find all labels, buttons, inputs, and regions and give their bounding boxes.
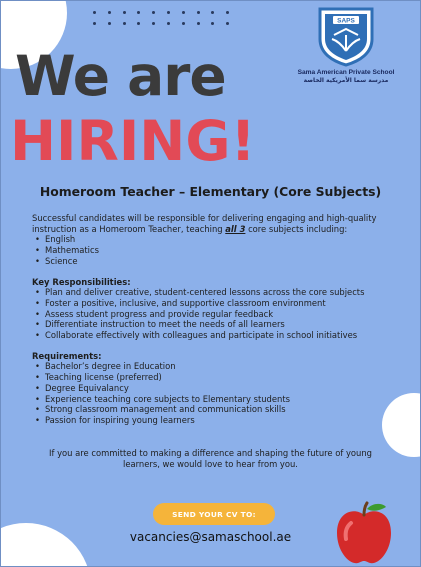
closing-statement: If you are committed to making a difference and shaping the future of young learners, we would love to hear from you. — [49, 448, 372, 469]
headline-hiring: HIRING! — [10, 109, 256, 173]
decorative-dot — [137, 11, 140, 14]
intro-emphasis: all 3 — [225, 223, 246, 234]
job-title: Homeroom Teacher – Elementary (Core Subjects) — [39, 184, 382, 199]
decorative-dot — [93, 11, 96, 14]
apple-icon — [331, 501, 397, 567]
decorative-dot — [197, 11, 200, 14]
school-name-english: Sama American Private School — [297, 69, 395, 76]
intro-text-end: core subjects including: — [245, 223, 348, 234]
school-crest-icon — [316, 5, 376, 67]
list-item: • Assess student progress and provide regular feedback — [32, 309, 404, 320]
intro-paragraph — [32, 213, 404, 234]
contact-email-link[interactable]: vacancies@samaschool.ae — [129, 530, 292, 544]
list-item: • Teaching license (preferred) — [32, 372, 404, 383]
school-name-arabic: مدرسة سما الأمريكية الخاصة — [303, 77, 389, 84]
send-cv-button[interactable]: SEND YOUR CV TO: — [153, 503, 275, 525]
list-item: • Differentiate instruction to meet the needs of all learners — [32, 319, 404, 330]
list-item: • Science — [32, 256, 404, 267]
requirements-heading: Requirements: — [32, 350, 102, 361]
job-description — [32, 213, 404, 426]
decorative-dot — [167, 11, 170, 14]
list-item: • Bachelor’s degree in Education — [32, 361, 404, 372]
decorative-dot — [152, 11, 155, 14]
decorative-dot — [123, 11, 126, 14]
decorative-dot — [182, 11, 185, 14]
requirements-list — [32, 361, 404, 425]
school-logo — [291, 5, 401, 84]
responsibilities-heading: Key Responsibilities: — [32, 276, 131, 287]
list-item: • Plan and deliver creative, student-centered lessons across the core subjects — [32, 287, 404, 298]
headline-we-are: We are — [15, 44, 226, 108]
decorative-dot — [182, 22, 185, 25]
decorative-dot — [108, 22, 111, 25]
list-item: • Mathematics — [32, 245, 404, 256]
decorative-dot — [123, 22, 126, 25]
decorative-dot — [167, 22, 170, 25]
list-item: • Degree Equivalancy — [32, 383, 404, 394]
decorative-dot — [137, 22, 140, 25]
dot-grid-decoration — [93, 11, 231, 25]
list-item: • Collaborate effectively with colleagues and participate in school initiatives — [32, 330, 404, 341]
decorative-dot — [226, 11, 229, 14]
decorative-dot — [197, 22, 200, 25]
list-item: • English — [32, 234, 404, 245]
list-item: • Foster a positive, inclusive, and supportive classroom environment — [32, 298, 404, 309]
responsibilities-list — [32, 287, 404, 341]
decorative-dot — [152, 22, 155, 25]
intro-text: Successful candidates will be responsible for delivering engaging and high-quality instruction as a Homeroom Teacher, teaching — [32, 213, 377, 234]
decorative-dot — [211, 11, 214, 14]
decorative-dot — [226, 22, 229, 25]
decorative-dot — [108, 11, 111, 14]
decorative-dot — [93, 22, 96, 25]
list-item: • Experience teaching core subjects to Elementary students — [32, 394, 404, 405]
logo-badge-text: SAPS — [337, 17, 355, 25]
subjects-list — [32, 234, 404, 266]
decorative-dot — [211, 22, 214, 25]
list-item: • Passion for inspiring young learners — [32, 415, 404, 426]
list-item: • Strong classroom management and communication skills — [32, 404, 404, 415]
